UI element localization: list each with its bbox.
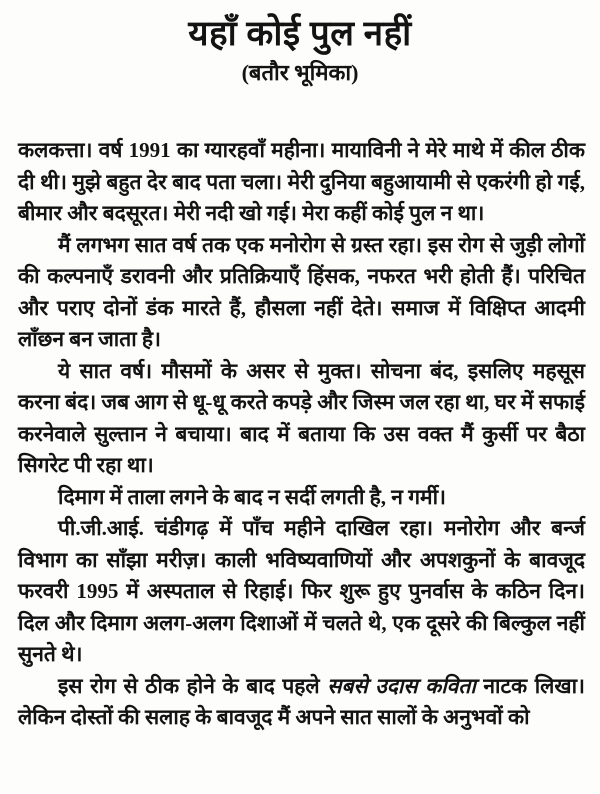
paragraph: मैं लगभग सात वर्ष तक एक मनोरोग से ग्रस्त रहा। इस रोग से जुड़ी लोगों की कल्पनाएँ डरावनी और प्रतिक्रियाएँ हिंसक, नफरत भरी होती हैं। परिचित और पराए दोनों डंक मारते हैं, हौसला नहीं देते। समाज में विक्षिप्त आदमी लाँछन बन जाता है। (18, 232, 585, 351)
paragraph: पी.जी.आई. चंडीगढ़ में पाँच महीने दाखिल रहा। मनोरोग और बर्न्ज विभाग का साँझा मरीज़। काली भविष्यवाणियों और अपशकुनों के बावजूद फरवरी 1995 में अस्पताल से रिहाई। फिर शुरू हुए पुनर्वास के कठिन दिन। दिल और दिमाग अलग-अलग दिशाओं में चलते थे, एक दूसरे की बिल्कुल नहीं सुनते थे। (18, 516, 585, 666)
paragraph (18, 671, 585, 734)
italic-title-phrase: सबसे उदास कविता (327, 673, 476, 698)
paragraph: ये सात वर्ष। मौसमों के असर से मुक्त। सोचना बंद, इसलिए महसूस करना बंद। जब आग से धू-धू करते कपड़े और जिस्म जल रहा था, घर में सफाई करनेवाले सुल्तान ने बचाया। बाद में बताया कि उस वक्त मैं कुर्सी पर बैठा सिगरेट पी रहा था। (18, 358, 585, 477)
body-text (18, 135, 585, 734)
paragraph-text: नाटक लिखा। लेकिन दोस्तों की सलाह के बावजूद मैं अपने सात सालों के अनुभवों को (18, 673, 585, 729)
page-subtitle: (बतौर भूमिका) (241, 60, 359, 85)
chapter-heading (0, 0, 600, 88)
paragraph-text: इस रोग से ठीक होने के बाद पहले (58, 673, 328, 698)
page-title: यहाँ कोई पुल नहीं (188, 14, 412, 53)
paragraph: दिमाग में ताला लगने के बाद न सर्दी लगती है, न गर्मी। (58, 484, 446, 509)
paragraph: कलकत्ता। वर्ष 1991 का ग्यारहवाँ महीना। मायाविनी ने मेरे माथे में कील ठीक दी थी। मुझे बहुत देर बाद पता चला। मेरी दुनिया बहुआयामी से एकरंगी हो गई, बीमार और बदसूरत। मेरी नदी खो गई। मेरा कहीं कोई पुल न था। (18, 138, 585, 225)
